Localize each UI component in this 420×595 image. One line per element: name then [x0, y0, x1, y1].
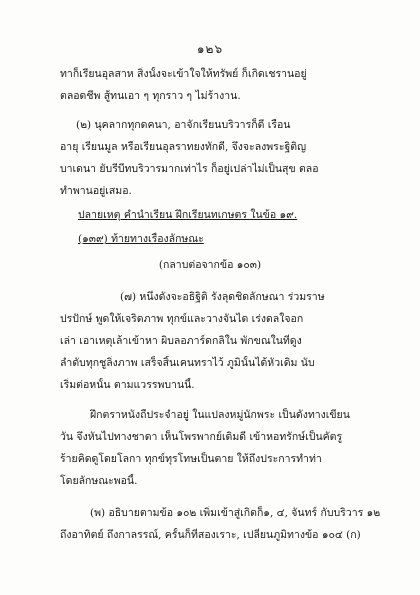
paragraph-line-8: ปรปักษ์ พูดให้เจริดภาพ ทุกข์และวางจันได เร่งดลใจอก: [60, 313, 304, 325]
section-heading: [78, 232, 390, 246]
paragraph-line-17: ถึงอาทิตย์ ถึงกาลรรณ์, ครั้นก็ที่สองเราะ, เปลี่ยนภูมิทางข้อ ๑๐๔ (ก): [60, 529, 361, 541]
note-line: ปลายเหตุ คำนำเรียน ฝึกเรียนทเกษตร ในข้อ ๑๙.: [78, 209, 298, 221]
paragraph-line-4: อายุ เรียนมูล หรือเรียนอุลราทยงทักดี, จึงจะลงพระฐิติญ: [60, 141, 307, 153]
paragraph-line-2: ตลอดชีพ สู้ทนเอา ๆ ทุกราว ๆ ไม่ร้างาน.: [60, 90, 241, 102]
paragraph-line-12: ฝึกตราหนังถืประจำอยู่ ในแปลงหมู่นักพระ เป็นดังทางเขียน: [90, 409, 350, 421]
paragraph-line-6: ทำพานอยู่เสมอ.: [60, 185, 132, 197]
paragraph-line-9: เล่า เอาเหตุเล้าเข้าหา ผิบลอภาร์ดกลิใน พักขณในที่ดูง: [60, 335, 302, 347]
paragraph-line-5: บาเดนา ยับรีบีทบริวารมากเท่าไร ก็อยู่เปล่าไม่เป็นสุข ตลอ: [60, 163, 319, 175]
page-number: ๑๒๖: [196, 42, 224, 56]
paragraph-line-10: ลำดับทุกชูลิ่งภาพ เสร็จสิ้นเคนทราไว้ ภูมินั้นได้หัวเดิม นับ: [60, 357, 315, 369]
section-heading-text: (๑๓๙) ท้ายทางเรื่องลักษณะ: [78, 233, 204, 245]
paragraph-line-7: (๗) หนึ่งดังจะอธิฐิติ รังลุดชิดลักษณา ร่วมราษ: [120, 291, 325, 303]
paragraph-line-1: ทาก็เรียนอุลสาห สิ่งนั้งจะเข้าใจให้ทรัพย์ ก็เกิดเชรานอยู่: [60, 68, 307, 80]
section-subheading: (กลาบต่อจากข้อ ๑๐๓): [158, 259, 262, 271]
paragraph-line-14: ร้ายคิดดูโดยโลกา ทุกข์ทุรโทษเป็นตาย ให้ถึงประการทำท่า: [60, 453, 322, 465]
paragraph-line-3: (๒) นุคลากทุกดคนา, อาจักเรียนบริวารก็ดี เรือน: [76, 119, 291, 131]
paragraph-line-13: วัน จึงหันไปทางชาดา เห็นโพรพากย์เดิมดี เข้าหอทรักษ์เป็นคัตรู: [60, 431, 343, 443]
paragraph-line-11: เริ่มต่อหนั้น ตามแวรรพบานนี้.: [60, 379, 195, 391]
paragraph-line-15: โดยลักษณะพอนี้.: [60, 475, 138, 487]
paragraph-line-16: (พ) อธิบายตามข้อ ๑๐๒ เพิ่มเข้าสู่เกิดก็๑, ๔, จันทร์ กับบริวาร ๑๒: [90, 507, 381, 519]
